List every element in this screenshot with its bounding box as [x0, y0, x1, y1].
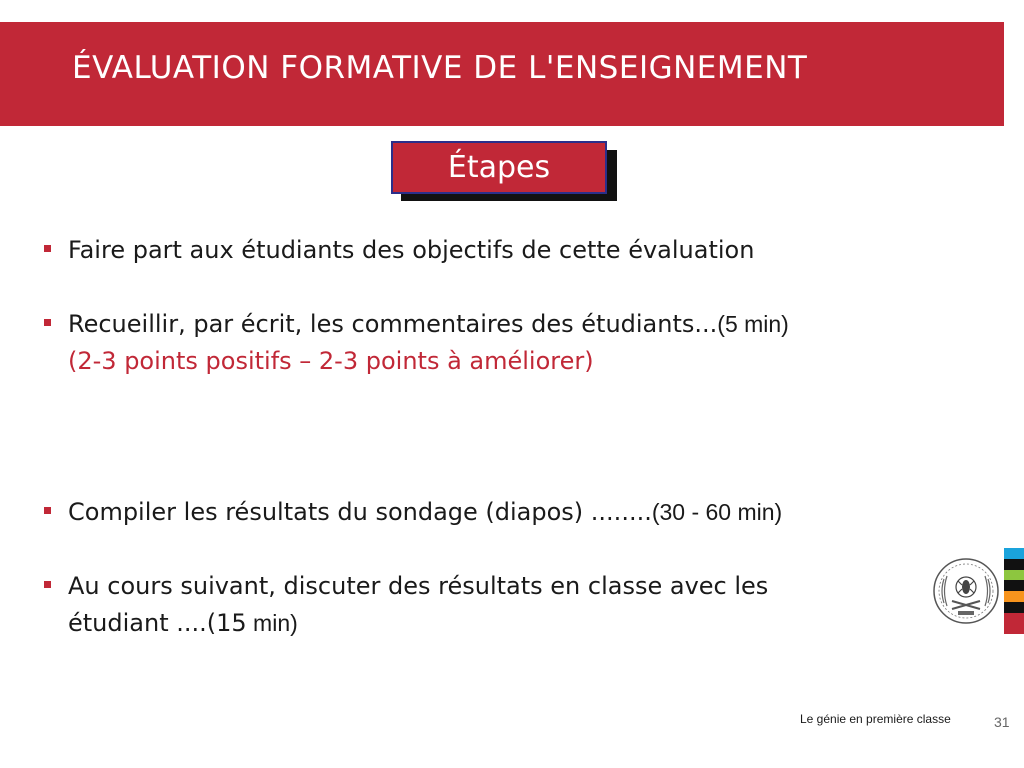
footer-tagline: Le génie en première classe	[800, 712, 951, 726]
bullet-timing: (30 - 60 min)	[651, 499, 783, 525]
stripe-black	[1004, 580, 1024, 591]
bullet-timing: (5 min)	[717, 311, 789, 337]
bullet-timing: min)	[246, 610, 298, 636]
stripe-black	[1004, 602, 1024, 613]
bullet-item-objectives	[68, 232, 754, 269]
stripe-black	[1004, 559, 1024, 570]
square-bullet-icon	[44, 319, 51, 326]
bullet-text-line1: Au cours suivant, discuter des résultats en classe avec les	[68, 572, 769, 600]
bullet-item-discuss	[68, 568, 768, 642]
bullet-text-line2: étudiant ....(15	[68, 609, 247, 637]
stripe-red	[1004, 623, 1024, 634]
square-bullet-icon	[44, 245, 51, 252]
bullet-text-line2-wrap	[68, 605, 768, 642]
bullet-text: Compiler les résultats du sondage (diapos) ........	[68, 498, 652, 526]
etapes-badge: Étapes	[391, 141, 607, 194]
slide-title: ÉVALUATION FORMATIVE DE L'ENSEIGNEMENT	[72, 50, 808, 86]
square-bullet-icon	[44, 581, 51, 588]
bullet-item-collect	[68, 306, 789, 380]
bullet-text: Faire part aux étudiants des objectifs de cette évaluation	[68, 236, 755, 264]
stripe-green	[1004, 570, 1024, 581]
bullet-subline: (2-3 points positifs – 2-3 points à améliorer)	[68, 347, 594, 375]
bullet-item-compile	[68, 494, 782, 531]
square-bullet-icon	[44, 507, 51, 514]
polytechnique-seal-icon	[932, 557, 1000, 625]
bullet-text: Recueillir, par écrit, les commentaires des étudiants...	[68, 310, 718, 338]
stripe-orange	[1004, 591, 1024, 602]
brand-color-stripes	[1004, 548, 1024, 634]
page-number: 31	[994, 714, 1010, 730]
stripe-blue	[1004, 548, 1024, 559]
stripe-red	[1004, 613, 1024, 624]
